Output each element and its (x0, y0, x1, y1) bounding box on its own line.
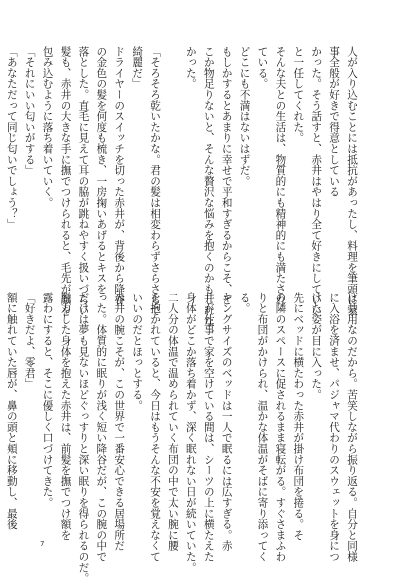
text-line: どこにも不満はないはずだ。 (238, 46, 251, 187)
text-line: 「好きだよ、零君」 (23, 292, 36, 390)
text-line: そんな夫との生活は、物質的にも精神的にも満たされ (274, 46, 287, 306)
text-line: る。 (238, 292, 251, 314)
text-line (163, 46, 181, 268)
text-line: 井が仕事で家を空けている間は、シーツの上に横たえた (202, 292, 215, 562)
text-line: 身体がどこか落ち着かず、深く眠れない日が続いていた。 (184, 292, 197, 573)
text-line: 綺麗だ」 (131, 46, 144, 90)
text-line: ている。 (256, 46, 269, 90)
text-line: 先にベッドに横たわった赤井が掛け布団を捲る。そ (292, 292, 305, 541)
text-line: 額に触れていた唇が、鼻の頭と頬に移動し、最後 (5, 292, 18, 530)
text-line: 赤井の腕こそが、この世界で一番安心できる居場所だ (113, 292, 126, 552)
text-line: 人が入り込むことには抵抗があったし、料理を筆頭に家 (346, 46, 358, 316)
text-line: かった。そう話すと、赤井はやはり全て好きにしていい (310, 46, 323, 316)
text-line: 露わにすると、そこに優しく口づけてきた。 (41, 292, 54, 508)
text-line: りと布団がかけられ、温かな体温がそばに寄り添ってく (256, 292, 269, 562)
text-line: いいのだとほっとする。 (131, 292, 144, 411)
text-line: 脱力した身体を抱えた赤井は、前髪を撫でつけ額を (59, 292, 72, 541)
text-line: 落とした。直毛に見えて耳の脇が跳ねやすく扱いづらい (77, 46, 90, 316)
text-line: 「それにいい匂いがする」 (23, 46, 36, 176)
text-line: の隣のスペースに促されるまま寝転がる。すぐさまふわ (274, 292, 287, 562)
text-line: 「あなただって同じ匂いでしょう？」 (5, 46, 18, 230)
text-line: 「そろそろ乾いたかな。君の髪は相変わらずさらさらで (149, 46, 162, 316)
text-line: キングサイズのベッドは一人で眠るには広すぎる。赤 (220, 292, 233, 552)
text-line: こか物足りないと、そんな贅沢な悩みを抱くのかもしれな (202, 46, 215, 327)
text-line: 事全般が好きで得意としている (328, 46, 341, 198)
page-number: 7 (40, 540, 45, 548)
text-line: に入浴を済ませ、パジャマ代わりのスウェットを身につ (328, 292, 341, 562)
lower-text-block (5, 292, 360, 584)
text-line: もしかするとあまりに幸せで平和すぎるからこそ、ど (220, 46, 233, 306)
text-line: だけは夢も見ないほどぐっすりと深い眠りを得られるのだ。 (77, 292, 90, 584)
text-line: った。体質的に眠りが浅く短い降谷だが、この腕の中で (95, 292, 108, 562)
text-line: 二人分の体温で温められていく布団の中で太い腕に腰 (166, 292, 179, 552)
text-line: けた姿が目に入った。 (310, 292, 323, 400)
text-line: は共用なのだから。苦笑しながら振り返る。自分と同様 (346, 292, 358, 562)
text-line: かった。 (184, 46, 197, 90)
upper-text-block (5, 46, 360, 327)
text-line: を抱かれていると、今日はもうそんな不安を覚えなくて (149, 292, 162, 562)
text-line: の金色の髪を何度も梳き、一房掬いあげるとキスを (95, 46, 108, 295)
text-line: ドライヤーのスイッチを切った赤井が、背後から降谷 (113, 46, 126, 306)
text-line: 髪も、赤井の大きな手に撫でつけられると、毛先が顔を (59, 46, 72, 316)
text-line: 包み込むように落ち着いていく。 (41, 46, 54, 208)
text-line: と一任してくれた。 (292, 46, 305, 144)
text-line (0, 46, 2, 268)
